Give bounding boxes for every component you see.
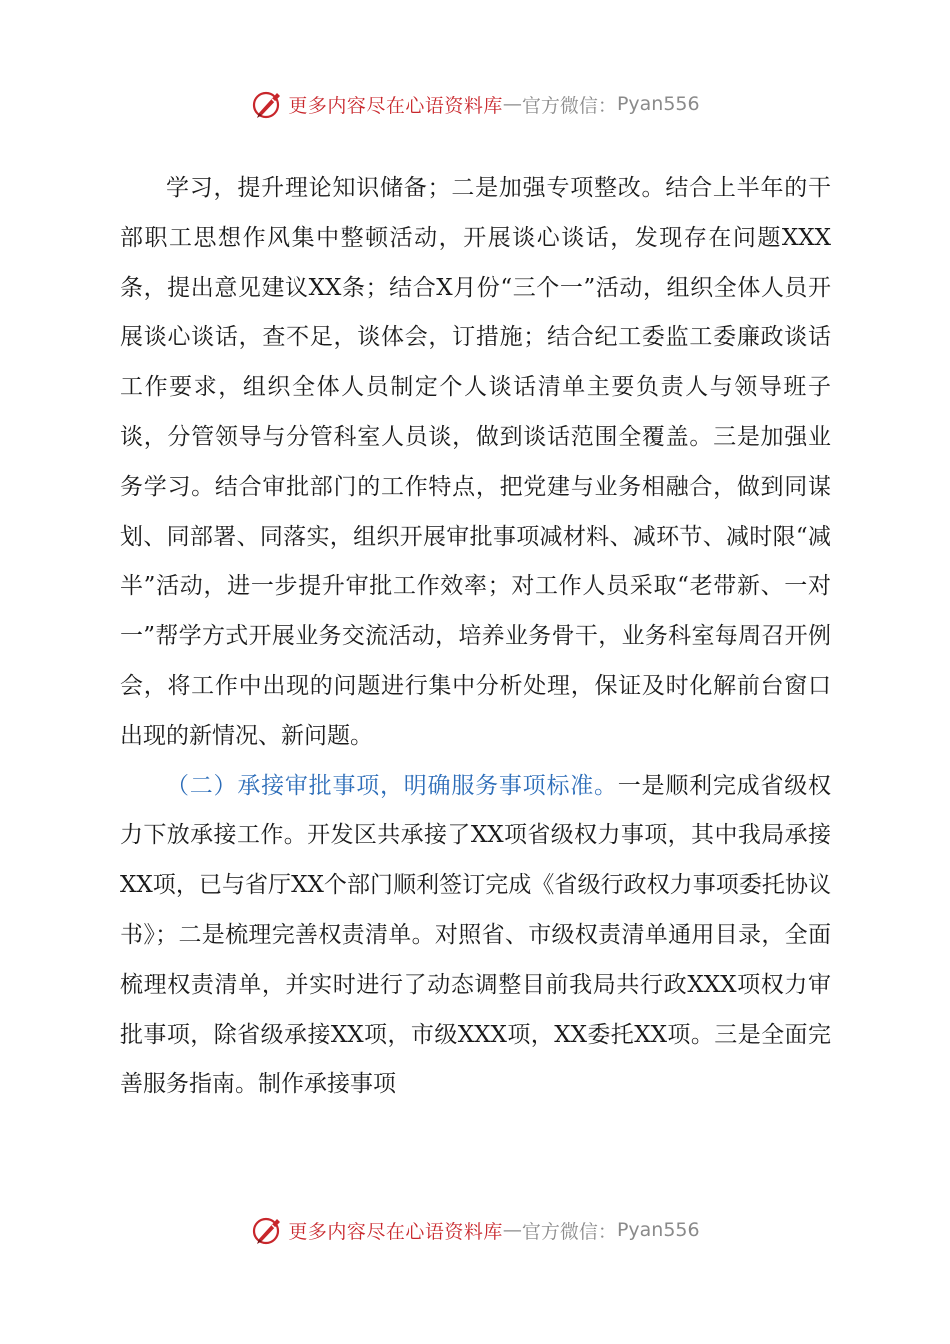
banner-label: 官方微信：: [521, 1220, 617, 1243]
body-paragraph-1: 学习，提升理论知识储备；二是加强专项整改。结合上半年的干部职工思想作风集中整顿活动，开展谈心谈话，发现存在问题XXX条，提出意见建议XX条；结合X月份“三个一”活动，组织全体人员开展谈心谈话，查不足，谈体会，订措施；结合纪工委监工委廉政谈话工作要求，组织全体人员制定个人谈话清单主要负责人与领导班子谈，分管领导与分管科室人员谈，做到谈话范围全覆盖。三是加强业务学习。结合审批部门的工作特点，把党建与业务相融合，做到同谋划、同部署、同落实，组织开展审批事项减材料、减环节、减时限“减半”活动，进一步提升审批工作效率；对工作人员采取“老带新、一对一”帮学方式开展业务交流活动，培养业务骨干，业务科室每周召开例会，将工作中出现的问题进行集中分析处理，保证及时化解前台窗口出现的新情况、新问题。: [120, 175, 831, 749]
pen-logo-icon: [250, 87, 284, 121]
banner-separator: —: [502, 1219, 522, 1241]
banner-label: 官方微信：: [521, 94, 617, 117]
banner-wechat-id: Pyan556: [616, 93, 700, 115]
section-heading-2: （二）承接审批事项，明确服务事项标准。: [166, 772, 618, 799]
banner-separator: —: [502, 93, 522, 115]
section-body-2: 一是顺利完成省级权力下放承接工作。开发区共承接了XX项省级权力事项，其中我局承接XX项，已与省厅XX个部门顺利签订完成《省级行政权力事项委托协议书》；二是梳理完善权责清单。对照省、市级权责清单通用目录，全面梳理权责清单，并实时进行了动态调整目前我局共行政XXX项权力审批事项，除省级承接XX项，市级XXX项，XX委托XX项。三是全面完善服务指南。制作承接事项: [120, 772, 832, 1098]
banner-prefix: 更多内容尽在心语资料库: [288, 94, 503, 117]
pen-logo-icon: [250, 1213, 284, 1247]
banner-prefix: 更多内容尽在心语资料库: [288, 1220, 503, 1243]
document-body: [120, 164, 831, 1110]
body-paragraph-2: [120, 762, 831, 1111]
banner-wechat-id: Pyan556: [616, 1219, 700, 1241]
header-watermark-banner: [0, 84, 950, 124]
footer-watermark-banner: [0, 1210, 950, 1250]
